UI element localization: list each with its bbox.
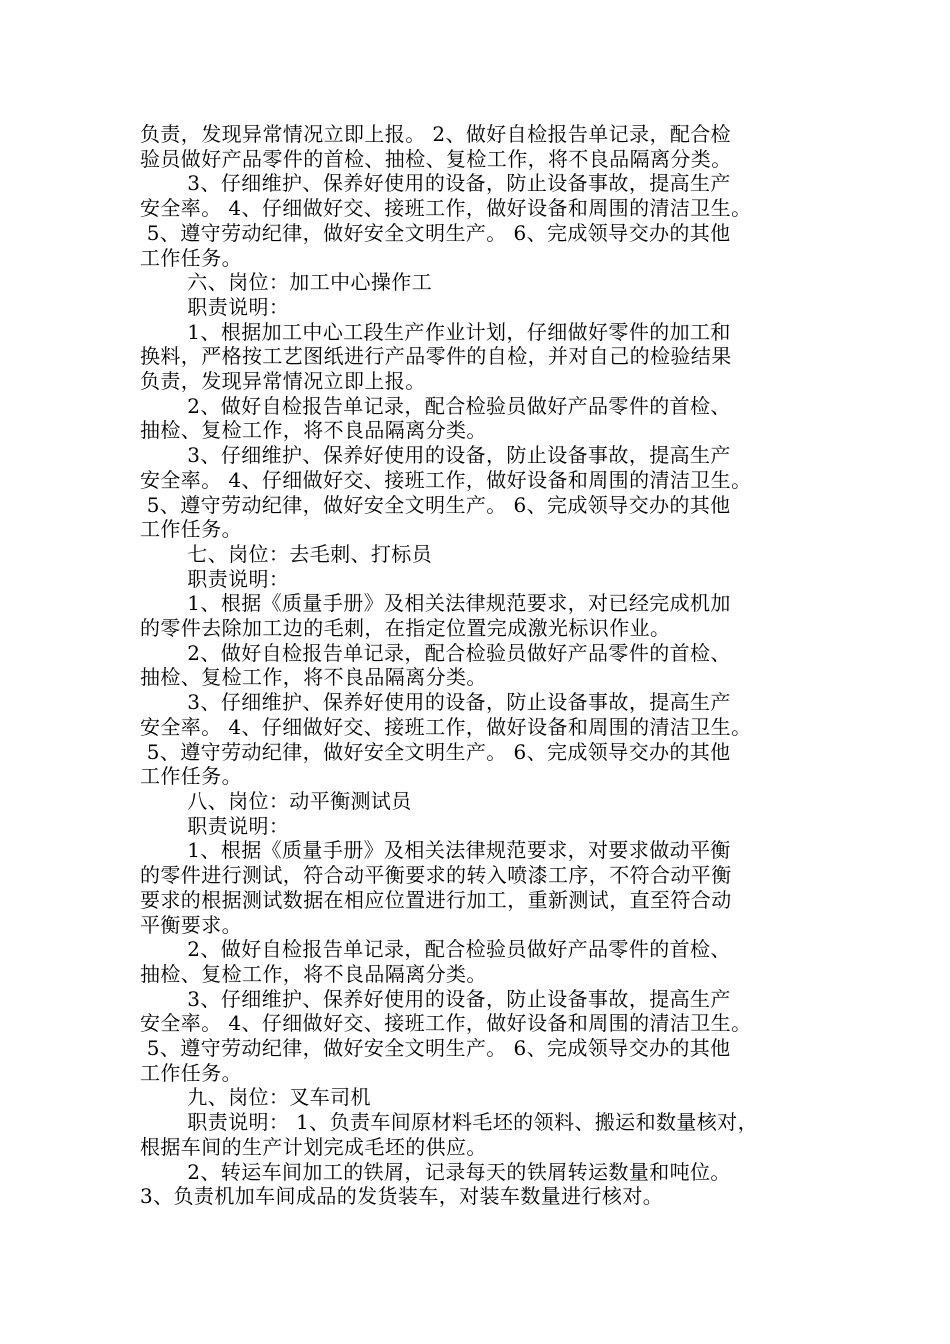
- text-line: 平衡要求。: [140, 912, 242, 937]
- text-line: 负责，发现异常情况立即上报。: [140, 369, 426, 394]
- text-line: 2、转运车间加工的铁屑，记录每天的铁屑转运数量和吨位。: [140, 1159, 731, 1184]
- text-line: 职责说明：: [140, 566, 290, 591]
- text-line: 5、遵守劳动纪律，做好安全文明生产。 6、完成领导交办的其他: [140, 1036, 731, 1061]
- text-line: 3、负责机加车间成品的发货装车，对装车数量进行核对。: [140, 1184, 664, 1209]
- text-line: 六、岗位：加工中心操作工: [140, 270, 433, 295]
- text-line: 换料，严格按工艺图纸进行产品零件的自检，并对自己的检验结果: [140, 344, 732, 369]
- text-line: 职责说明：: [140, 813, 290, 838]
- text-line: 2、做好自检报告单记录，配合检验员做好产品零件的首检、: [140, 393, 731, 418]
- text-line: 的零件去除加工边的毛刺，在指定位置完成激光标识作业。: [140, 616, 671, 641]
- text-line: 工作任务。: [140, 517, 242, 542]
- text-line: 安全率。 4、仔细做好交、接班工作，做好设备和周围的清洁卫生。: [140, 196, 752, 221]
- text-line: 工作任务。: [140, 245, 242, 270]
- text-line: 职责说明： 1、负责车间原材料毛坯的领料、搬运和数量核对，: [140, 1110, 758, 1135]
- text-line: 的零件进行测试，符合动平衡要求的转入喷漆工序，不符合动平衡: [140, 863, 732, 888]
- text-line: 1、根据加工中心工段生产作业计划，仔细做好零件的加工和: [140, 319, 731, 344]
- text-line: 安全率。 4、仔细做好交、接班工作，做好设备和周围的清洁卫生。: [140, 467, 752, 492]
- text-line: 抽检、复检工作，将不良品隔离分类。: [140, 961, 487, 986]
- document-body: [140, 122, 840, 1209]
- text-line: 八、岗位：动平衡测试员: [140, 788, 412, 813]
- text-line: 5、遵守劳动纪律，做好安全文明生产。 6、完成领导交办的其他: [140, 739, 731, 764]
- text-line: 5、遵守劳动纪律，做好安全文明生产。 6、完成领导交办的其他: [140, 220, 731, 245]
- text-line: 3、仔细维护、保养好使用的设备，防止设备事故，提高生产: [140, 986, 731, 1011]
- text-line: 负责，发现异常情况立即上报。 2、做好自检报告单记录，配合检: [140, 122, 732, 146]
- text-line: 抽检、复检工作，将不良品隔离分类。: [140, 665, 487, 690]
- text-line: 验员做好产品零件的首检、抽检、复检工作，将不良品隔离分类。: [140, 146, 732, 171]
- text-line: 七、岗位：去毛刺、打标员: [140, 541, 433, 566]
- text-line: 根据车间的生产计划完成毛坯的供应。: [140, 1134, 487, 1159]
- text-line: 2、做好自检报告单记录，配合检验员做好产品零件的首检、: [140, 640, 731, 665]
- text-line: 3、仔细维护、保养好使用的设备，防止设备事故，提高生产: [140, 171, 731, 196]
- text-line: 工作任务。: [140, 764, 242, 789]
- text-line: 职责说明：: [140, 294, 290, 319]
- text-line: 要求的根据测试数据在相应位置进行加工，重新测试，直至符合动: [140, 887, 732, 912]
- text-line: 3、仔细维护、保养好使用的设备，防止设备事故，提高生产: [140, 690, 731, 715]
- text-line: 3、仔细维护、保养好使用的设备，防止设备事故，提高生产: [140, 443, 731, 468]
- text-line: 1、根据《质量手册》及相关法律规范要求，对要求做动平衡: [140, 838, 731, 863]
- text-line: 5、遵守劳动纪律，做好安全文明生产。 6、完成领导交办的其他: [140, 492, 731, 517]
- text-line: 抽检、复检工作，将不良品隔离分类。: [140, 418, 487, 443]
- text-line: 安全率。 4、仔细做好交、接班工作，做好设备和周围的清洁卫生。: [140, 1011, 752, 1036]
- text-line: 安全率。 4、仔细做好交、接班工作，做好设备和周围的清洁卫生。: [140, 714, 752, 739]
- text-line: 2、做好自检报告单记录，配合检验员做好产品零件的首检、: [140, 937, 731, 962]
- text-line: 九、岗位：叉车司机: [140, 1085, 371, 1110]
- text-line: 1、根据《质量手册》及相关法律规范要求，对已经完成机加: [140, 591, 731, 616]
- text-line: 工作任务。: [140, 1060, 242, 1085]
